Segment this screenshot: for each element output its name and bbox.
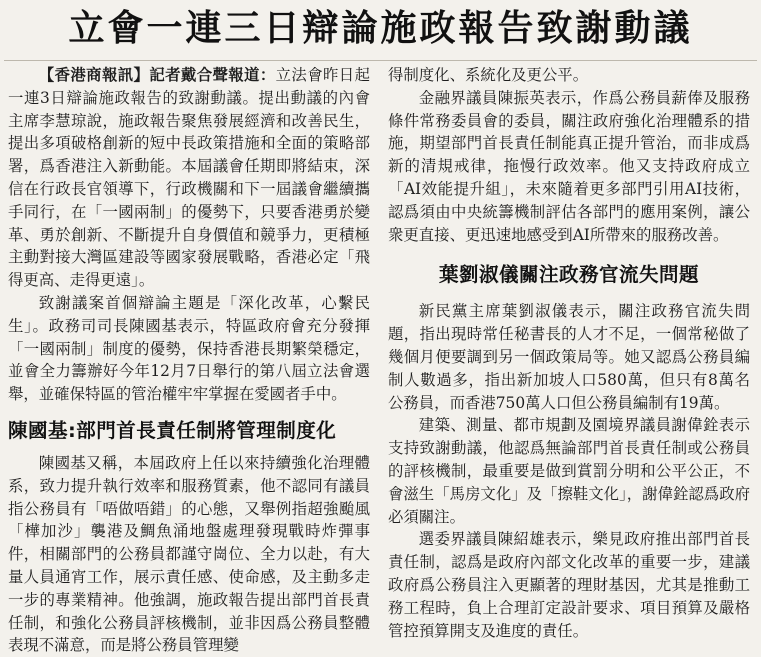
paragraph: 金融界議員陳振英表示，作爲公務員薪俸及服務條件常務委員會的委員，關注政府強化治理體系的措施，期望部門首長責任制能真正提升管治，而非成爲新的清規戒律，拖慢行政效率。他又支持政府成立「AI效能提升組」，未來隨着更多部門引用AI技術，認爲須由中央統籌機制評估各部門的應用案例，讓公衆更直接、更迅速地感受到AI所帶來的服務改善。 [388, 88, 750, 244]
paragraph-continuation: 得制度化、系統化及更公平。 [388, 66, 589, 84]
article-column-right [388, 64, 750, 642]
paragraph: 新民黨主席葉劉淑儀表示，關注政務官流失問題，指出現時常任秘書長的人才不足，一個常秘做了幾個月便要調到另一個政策局等。她又認爲公務員編制人數過多，指出新加坡人口580萬，但只有8萬名公務員，而香港750萬人口但公務員編制有19萬。 [388, 302, 750, 412]
headline-divider [4, 60, 757, 61]
paragraph: 建築、測量、都市規劃及園境界議員謝偉銓表示支持致謝動議，他認爲無論部門首長責任制或公務員的評核機制，最重要是做到賞罰分明和公平公正，不會滋生「馬房文化」及「擦鞋文化」，謝偉銓認爲政府必須關注。 [388, 416, 750, 526]
lead-paragraph [8, 64, 370, 292]
subheading: 陳國基:部門首長責任制將管理制度化 [8, 418, 337, 442]
subheading: 葉劉淑儀關注政務官流失問題 [438, 263, 699, 287]
paragraph: 致謝議案首個辯論主題是「深化改革，心繫民生」。政務司司長陳國基表示，特區政府會充分發揮「一國兩制」制度的優勢，保持香港長期繁榮穩定，並會全力籌辦好今年12月7日舉行的第八屆立法會選舉，並確保特區的管治權牢牢掌握在愛國者手中。 [8, 293, 370, 404]
lead-text: 立法會昨日起一連3日辯論施政報告的致謝動議。提出動議的內會主席李慧琼說，施政報告聚焦發展經濟和改善民生，提出多項破格創新的短中長政策措施和全面的策略部署，爲香港注入新動能。本屆議會任期即將結束，深信在行政長官領導下，行政機關和下一屆議會繼續攜手同行，在「一國兩制」的優勢下，只要香港勇於變革、勇於創新、不斷提升自身價值和競爭力，更積極主動對接大灣區建設等國家發展戰略，香港必定「飛得更高、走得更遠」。 [8, 66, 370, 290]
article-headline: 立會一連三日辯論施政報告致謝動議 [68, 8, 693, 49]
byline: 【香港商報訊】記者戴合聲報道： [38, 66, 276, 84]
article-column-left [8, 64, 370, 655]
paragraph: 陳國基又稱，本屆政府上任以來持續強化治理體系，致力提升執行效率和服務質素，他不認同有議員指公務員有「唔做唔錯」的心態，又舉例指超強颱風「樺加沙」襲港及鯛魚涌地盤處理發現戰時炸彈事件，相關部門的公務員都謹守崗位、全力以赴，有大量人員通宵工作，展示責任感、使命感，及主動多走一步的專業精神。他強調，施政報告提出部門首長責任制，和強化公務員評核機制，並非因爲公務員整體表現不滿意，而是將公務員管理變 [8, 453, 370, 655]
paragraph: 選委界議員陳紹雄表示，樂見政府推出部門首長責任制，認爲是政府內部文化改革的重要一步，建議政府爲公務員注入更顯著的理財基因，尤其是推動工務工程時，負上合理訂定設計要求、項目預算及嚴格管控預算開支及進度的責任。 [388, 530, 750, 640]
